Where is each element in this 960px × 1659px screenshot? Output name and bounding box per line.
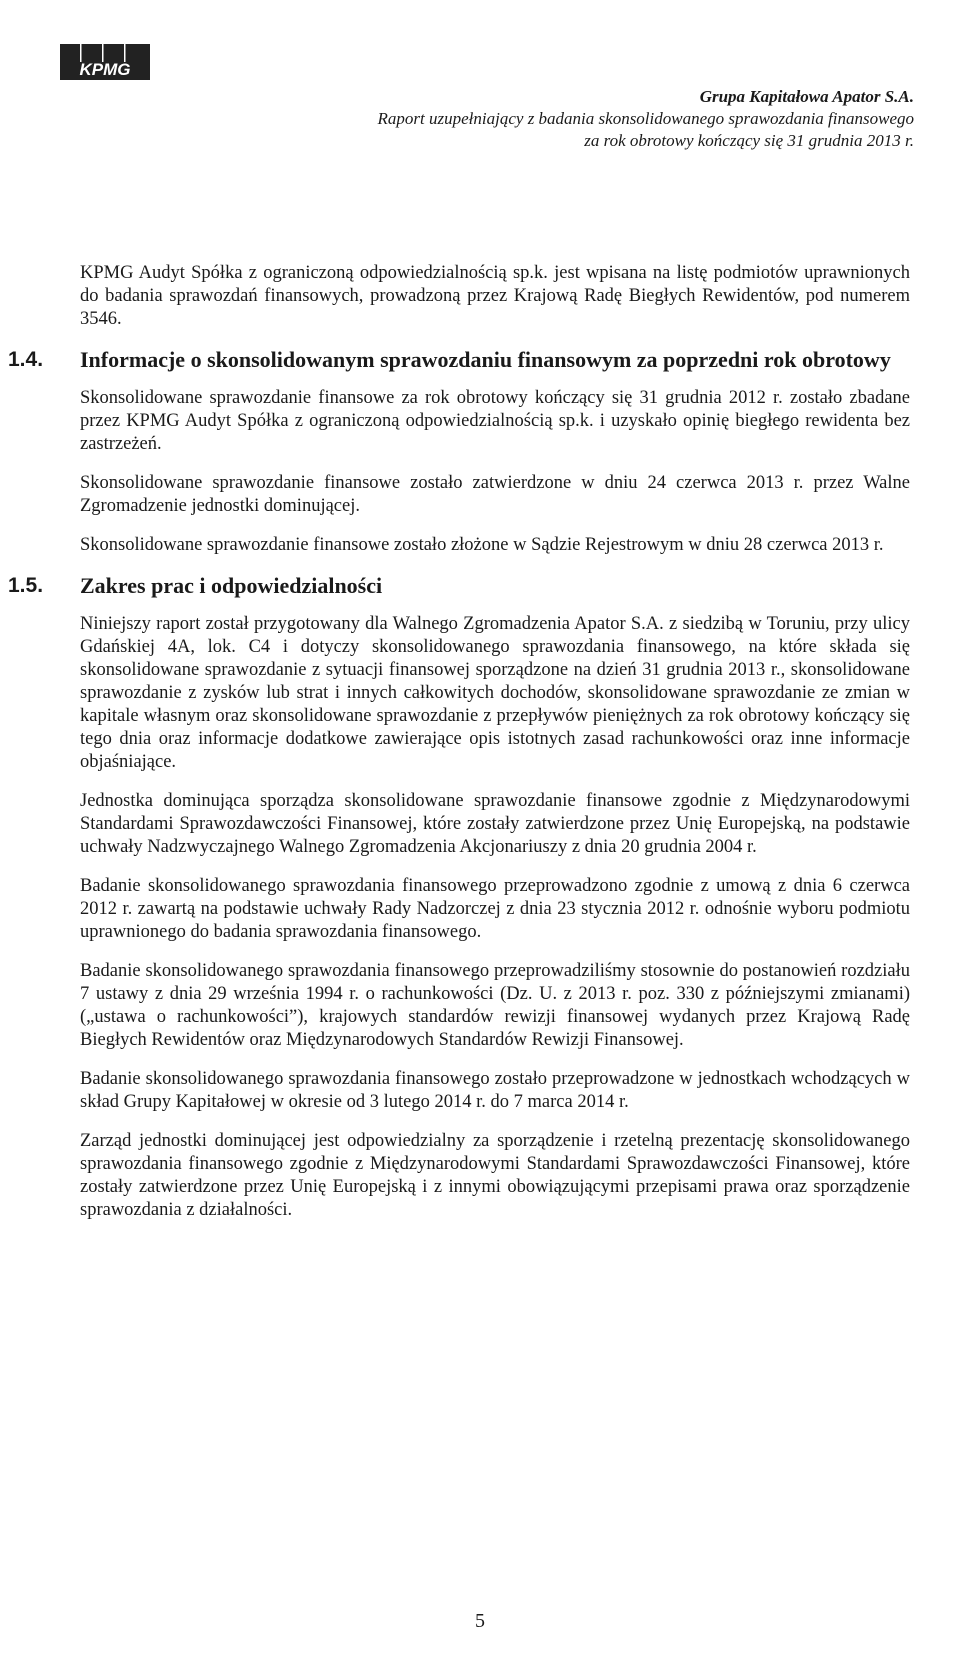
section-1-5-paragraph-1: Niniejszy raport został przygotowany dla Walnego Zgromadzenia Apator S.A. z siedzibą w Toruniu, przy ulicy Gdańskiej 4A, lok. C4 i dotyczy skonsolidowanego sprawozdania finansowego, na które składa się skonsolidowane sprawozdanie z sytuacji finansowej sporządzone na dzień 31 grudnia 2013 r., skonsolidowane sprawozdanie z zysków lub strat i innych całkowitych dochodów, skonsolidowane sprawozdanie ze zmian w kapitale własnym oraz skonsolidowane sprawozdanie z przepływów pieniężnych za rok obrotowy kończący się tego dnia oraz informacje dodatkowe zawierające opis istotnych zasad rachunkowości oraz inne informacje objaśniające. — [80, 614, 910, 772]
section-title: Zakres prac i odpowiedzialności — [80, 573, 383, 598]
section-number: 1.5. — [8, 574, 44, 597]
header-report-period: za rok obrotowy kończący się 31 grudnia 2013 r. — [584, 131, 914, 150]
section-1-4-paragraph-2: Skonsolidowane sprawozdanie finansowe zostało zatwierdzone w dniu 24 czerwca 2013 r. przez Walne Zgromadzenie jednostki dominującej. — [80, 473, 910, 516]
section-1-5-paragraph-6: Zarząd jednostki dominującej jest odpowiedzialny za sporządzenie i rzetelną prezentację skonsolidowanego sprawozdania finansowego zgodnie z Międzynarodowymi Standardami Sprawozdawczości Finansowej, które zostały zatwierdzone przez Unię Europejską i z innymi obowiązującymi przepisami prawa oraz sporządzenie sprawozdania z działalności. — [80, 1131, 910, 1220]
section-1-5-heading — [8, 573, 910, 599]
section-1-5-paragraph-4: Badanie skonsolidowanego sprawozdania finansowego przeprowadziliśmy stosownie do postanowień rozdziału 7 ustawy z dnia 29 września 1994 r. o rachunkowości (Dz. U. z 2013 r. poz. 330 z późniejszymi zmianami) („ustawa o rachunkowości”), krajowych standardów rewizji finansowej wydanych przez Krajową Radę Biegłych Rewidentów oraz Międzynarodowych Standardów Rewizji Finansowej. — [80, 961, 910, 1050]
kpmg-logo-text: KPMG — [79, 60, 131, 79]
section-1-5-paragraph-3: Badanie skonsolidowanego sprawozdania finansowego przeprowadzono zgodnie z umową z dnia 6 czerwca 2012 r. zawartą na podstawie uchwały Rady Nadzorczej z dnia 23 stycznia 2012 r. odnośnie wyboru podmiotu uprawnionego do badania sprawozdania finansowego. — [80, 876, 910, 942]
kpmg-logo-graphic — [60, 44, 150, 80]
section-title: Informacje o skonsolidowanym sprawozdaniu finansowym za poprzedni rok obrotowy — [80, 347, 891, 372]
header-report-title: Raport uzupełniający z badania skonsolidowanego sprawozdania finansowego — [377, 109, 914, 128]
section-1-4-heading — [8, 347, 910, 373]
section-1-4-paragraph-3: Skonsolidowane sprawozdanie finansowe zostało złożone w Sądzie Rejestrowym w dniu 28 czerwca 2013 r. — [80, 535, 884, 555]
kpmg-logo — [60, 44, 150, 80]
intro-paragraph: KPMG Audyt Spółka z ograniczoną odpowiedzialnością sp.k. jest wpisana na listę podmiotów uprawnionych do badania sprawozdań finansowych, prowadzoną przez Krajową Radę Biegłych Rewidentów, pod numerem 3546. — [80, 263, 910, 329]
section-1-5-paragraph-5: Badanie skonsolidowanego sprawozdania finansowego zostało przeprowadzone w jednostkach wchodzących w skład Grupy Kapitałowej w okresie od 3 lutego 2014 r. do 7 marca 2014 r. — [80, 1069, 910, 1112]
document-header — [214, 86, 914, 152]
section-1-4-paragraph-1: Skonsolidowane sprawozdanie finansowe za rok obrotowy kończący się 31 grudnia 2012 r. zostało zbadane przez KPMG Audyt Spółka z ograniczoną odpowiedzialnością sp.k. i uzyskało opinię biegłego rewidenta bez zastrzeżeń. — [80, 388, 910, 454]
section-1-5-paragraph-2: Jednostka dominująca sporządza skonsolidowane sprawozdanie finansowe zgodnie z Międzynarodowymi Standardami Sprawozdawczości Finansowej, które zostały zatwierdzone przez Unię Europejską, na podstawie uchwały Nadzwyczajnego Walnego Zgromadzenia Akcjonariuszy z dnia 20 grudnia 2004 r. — [80, 791, 910, 857]
header-group-name: Grupa Kapitałowa Apator S.A. — [699, 87, 914, 106]
section-number: 1.4. — [8, 348, 44, 371]
document-body — [8, 262, 910, 1238]
page-number: 5 — [475, 1610, 485, 1632]
